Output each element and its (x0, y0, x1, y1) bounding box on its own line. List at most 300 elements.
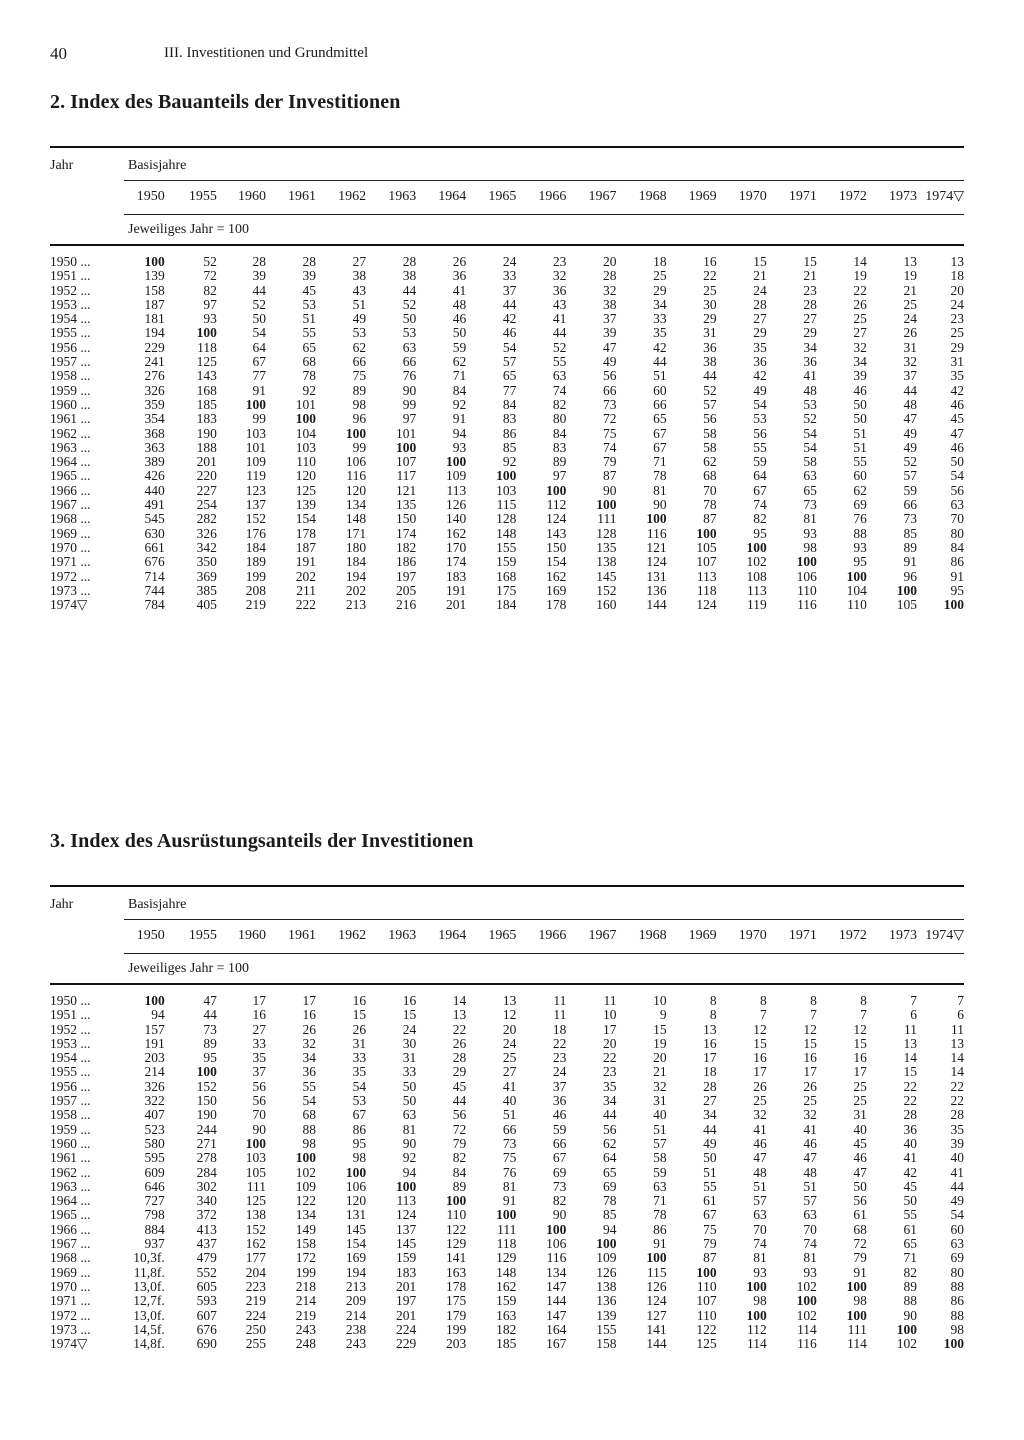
table-row (50, 1280, 964, 1294)
table-cell: 216 (395, 597, 417, 613)
table-cell: 36 (903, 1121, 917, 1137)
table-cell: 107 (696, 554, 717, 570)
table-cell: 70 (703, 482, 717, 498)
table-cell: 6 (910, 1007, 917, 1023)
table-cell: 49 (352, 311, 367, 327)
table-cell: 65 (502, 368, 517, 384)
table-cell: 27 (803, 311, 817, 327)
table-cell: 68 (853, 1221, 867, 1237)
table-cell: 84 (950, 539, 964, 555)
base-year-header: 1968 (638, 928, 667, 943)
table-cell: 36 (302, 1064, 317, 1080)
base-year-header: 1968 (638, 189, 667, 204)
table-cell: 55 (903, 1207, 917, 1223)
table-cell: 63 (552, 368, 567, 384)
table-cell: 35 (753, 339, 767, 355)
table-cell: 49 (903, 439, 917, 455)
table-cell: 59 (903, 482, 917, 498)
table-cell: 67 (252, 354, 266, 370)
table-cell: 10 (653, 993, 667, 1008)
table-cell: 17 (302, 993, 317, 1008)
table-cell: 31 (853, 1107, 867, 1123)
table-cell: 54 (352, 1078, 367, 1094)
row-year: 1974▽ (50, 1336, 88, 1352)
table-cell: 28 (252, 254, 266, 269)
table-cell: 47 (903, 411, 917, 427)
table-cell: 105 (245, 1164, 266, 1180)
row-year: 1960 ... (50, 396, 91, 412)
table-cell: 100 (196, 325, 217, 341)
table-cell: 74 (803, 1236, 817, 1252)
table-cell: 158 (144, 282, 165, 298)
table-cell: 34 (302, 1050, 317, 1066)
table-cell: 70 (753, 1221, 767, 1237)
table-cell: 45 (452, 1078, 467, 1094)
table-cell: 661 (144, 539, 165, 555)
table-cell: 13,0f. (133, 1278, 165, 1294)
table-cell: 45 (302, 282, 317, 298)
table-cell: 37 (903, 368, 917, 384)
table-cell: 52 (252, 296, 266, 312)
table-cell: 93 (853, 539, 867, 555)
table-cell: 86 (950, 1293, 964, 1309)
table-cell: 36 (753, 354, 767, 370)
table-cell: 139 (295, 497, 317, 513)
table-cell: 177 (245, 1250, 266, 1266)
table-cell: 17 (753, 1064, 767, 1080)
table-cell: 73 (803, 497, 817, 513)
data-table (50, 255, 964, 612)
table-cell: 57 (753, 1193, 767, 1209)
table-cell: 148 (496, 525, 517, 541)
table-cell: 54 (252, 325, 266, 341)
table-cell: 51 (653, 1121, 667, 1137)
table-row (50, 1323, 964, 1337)
table-cell: 113 (746, 582, 767, 598)
table-cell: 113 (446, 482, 467, 498)
table-cell: 44 (552, 325, 567, 341)
row-year: 1953 ... (50, 1035, 91, 1051)
table-cell: 58 (653, 1150, 667, 1166)
table-cell: 203 (144, 1050, 165, 1066)
table-cell: 552 (196, 1264, 217, 1280)
table-cell: 78 (703, 497, 717, 513)
table-cell: 609 (144, 1164, 165, 1180)
table-row (50, 298, 964, 312)
table-cell: 59 (753, 454, 767, 470)
table-cell: 136 (596, 1293, 617, 1309)
table-cell: 100 (345, 425, 367, 441)
table-row (50, 1223, 964, 1237)
table-cell: 111 (847, 1321, 867, 1337)
table-row (50, 498, 964, 512)
table-cell: 88 (302, 1121, 317, 1137)
table-cell: 113 (396, 1193, 417, 1209)
table-cell: 103 (245, 1150, 266, 1166)
table-cell: 73 (603, 396, 617, 412)
table-cell: 63 (950, 1236, 964, 1252)
table-cell: 17 (853, 1064, 867, 1080)
table-cell: 100 (395, 1178, 417, 1194)
table-cell: 58 (803, 454, 817, 470)
table-cell: 7 (810, 1007, 817, 1023)
table-cell: 42 (753, 368, 767, 384)
table-cell: 30 (703, 296, 717, 312)
table-cell: 52 (803, 411, 817, 427)
table-cell: 74 (552, 382, 567, 398)
table-cell: 48 (753, 1164, 767, 1180)
table-cell: 29 (753, 325, 767, 341)
table-row (50, 1266, 964, 1280)
table-cell: 36 (803, 354, 817, 370)
table-cell: 44 (203, 1007, 217, 1023)
table-cell: 13 (903, 1035, 917, 1051)
table-cell: 100 (646, 511, 667, 527)
table-cell: 884 (144, 1221, 165, 1237)
table-cell: 202 (345, 582, 367, 598)
table-cell: 19 (903, 268, 917, 284)
base-year-header: 1971 (788, 928, 817, 943)
table-cell: 69 (603, 1178, 617, 1194)
table-cell: 148 (496, 1264, 517, 1280)
row-year: 1966 ... (50, 1221, 91, 1237)
table-cell: 491 (144, 497, 165, 513)
table-cell: 79 (603, 454, 617, 470)
table-cell: 50 (452, 325, 467, 341)
table-cell: 152 (596, 582, 617, 598)
table-cell: 276 (144, 368, 165, 384)
row-year: 1955 ... (50, 1064, 91, 1080)
table-cell: 55 (853, 454, 867, 470)
table-cell: 220 (196, 468, 217, 484)
table-cell: 44 (452, 1093, 467, 1109)
table-row (50, 512, 964, 526)
table-cell: 214 (144, 1064, 165, 1080)
row-year: 1967 ... (50, 497, 91, 513)
table-cell: 85 (603, 1207, 617, 1223)
table-cell: 254 (196, 497, 217, 513)
table-cell: 22 (853, 282, 867, 298)
table-cell: 55 (302, 325, 317, 341)
row-year: 1972 ... (50, 1307, 91, 1323)
base-year-header: 1967 (588, 928, 617, 943)
table-cell: 79 (853, 1250, 867, 1266)
table-cell: 73 (502, 1135, 517, 1151)
table-cell: 100 (846, 1278, 867, 1294)
table-cell: 89 (452, 1178, 467, 1194)
table-cell: 125 (295, 482, 317, 498)
table-cell: 98 (950, 1321, 964, 1337)
table-cell: 155 (596, 1321, 617, 1337)
table-row (50, 341, 964, 355)
table-row (50, 1123, 964, 1137)
table-cell: 89 (203, 1035, 217, 1051)
table-cell: 68 (302, 354, 317, 370)
table-cell: 169 (345, 1250, 367, 1266)
table-cell: 29 (703, 311, 717, 327)
table-cell: 16 (302, 1007, 317, 1023)
table-cell: 52 (203, 254, 217, 269)
table-cell: 28 (452, 1050, 467, 1066)
table-cell: 25 (653, 268, 667, 284)
table-cell: 26 (452, 1035, 467, 1051)
table-cell: 24 (502, 254, 517, 269)
table-cell: 224 (395, 1321, 417, 1337)
table-cell: 127 (646, 1307, 667, 1323)
table-cell: 60 (950, 1221, 964, 1237)
table-cell: 35 (950, 368, 964, 384)
table-cell: 163 (446, 1264, 467, 1280)
table-cell: 24 (903, 311, 917, 327)
table-cell: 88 (950, 1307, 964, 1323)
top-rule (50, 885, 964, 887)
table-cell: 80 (552, 411, 567, 427)
table-cell: 15 (853, 1035, 867, 1051)
table-cell: 138 (596, 554, 617, 570)
base-year-header: 1966 (538, 189, 567, 204)
table-cell: 243 (295, 1321, 317, 1337)
table-cell: 85 (903, 525, 917, 541)
base-year-header: 1963 (388, 189, 417, 204)
table-cell: 124 (646, 554, 667, 570)
table-cell: 93 (203, 311, 217, 327)
table-cell: 89 (352, 382, 367, 398)
base-year-header: 1970 (738, 189, 767, 204)
base-year-header: 1969 (688, 189, 717, 204)
table-cell: 63 (803, 1207, 817, 1223)
table-cell: 12 (803, 1021, 817, 1037)
table-cell: 47 (803, 1150, 817, 1166)
table-cell: 138 (245, 1207, 266, 1223)
table-cell: 101 (295, 396, 317, 412)
table-cell: 15 (803, 1035, 817, 1051)
table-cell: 22 (950, 1093, 964, 1109)
table-cell: 28 (703, 1078, 717, 1094)
base-year-header: 1950 (136, 928, 165, 943)
table-cell: 14 (950, 1050, 964, 1066)
table-cell: 124 (696, 597, 717, 613)
table-cell: 106 (546, 1236, 567, 1252)
table-cell: 41 (452, 282, 467, 298)
table-cell: 100 (496, 468, 517, 484)
table-cell: 91 (452, 411, 467, 427)
table-cell: 54 (302, 1093, 317, 1109)
table-cell: 92 (452, 396, 467, 412)
table-row (50, 255, 964, 269)
table-cell: 116 (346, 468, 367, 484)
table-row (50, 1108, 964, 1122)
table-cell: 354 (144, 411, 165, 427)
table-cell: 100 (746, 539, 767, 555)
table-cell: 15 (402, 1007, 417, 1023)
table-cell: 81 (803, 1250, 817, 1266)
table-cell: 63 (950, 497, 964, 513)
table-cell: 22 (452, 1021, 467, 1037)
table-cell: 22 (950, 1078, 964, 1094)
table-cell: 8 (709, 1007, 717, 1023)
table-cell: 100 (846, 568, 867, 584)
table-row (50, 1094, 964, 1108)
table-cell: 100 (496, 1207, 517, 1223)
table-cell: 26 (853, 296, 867, 312)
table-cell: 144 (546, 1293, 567, 1309)
table-cell: 26 (352, 1021, 367, 1037)
group-header-basisjahre: Basisjahre (128, 897, 187, 912)
table-cell: 71 (653, 1193, 667, 1209)
table-cell: 372 (196, 1207, 217, 1223)
row-year: 1952 ... (50, 1021, 91, 1037)
table-cell: 100 (546, 482, 567, 498)
table-cell: 107 (395, 454, 417, 470)
section-title: III. Investitionen und Grundmittel (164, 45, 369, 61)
page-number: 40 (50, 44, 67, 63)
table-cell: 114 (797, 1321, 817, 1337)
table-cell: 49 (903, 425, 917, 441)
table-cell: 40 (853, 1121, 867, 1137)
table-cell: 208 (245, 582, 266, 598)
base-year-header: 1955 (188, 189, 217, 204)
table-cell: 100 (696, 1264, 717, 1280)
table-cell: 121 (395, 482, 417, 498)
table-cell: 185 (196, 396, 217, 412)
table-cell: 38 (603, 296, 617, 312)
row-year: 1951 ... (50, 268, 91, 284)
row-year: 1974▽ (50, 597, 88, 613)
table-cell: 93 (803, 525, 817, 541)
base-year-header: 1974▽ (925, 928, 964, 943)
base-year-header: 1955 (188, 928, 217, 943)
table-cell: 66 (653, 396, 667, 412)
table-cell: 389 (144, 454, 165, 470)
table-cell: 11 (553, 993, 567, 1008)
table-cell: 115 (496, 497, 517, 513)
table-cell: 187 (295, 539, 317, 555)
table-cell: 29 (803, 325, 817, 341)
table-cell: 124 (395, 1207, 417, 1223)
row-year: 1955 ... (50, 325, 91, 341)
table-cell: 44 (653, 354, 667, 370)
table-cell: 23 (950, 311, 964, 327)
table-cell: 37 (603, 311, 617, 327)
table-cell: 61 (703, 1193, 717, 1209)
table-cell: 107 (696, 1293, 717, 1309)
table-cell: 67 (352, 1107, 367, 1123)
table-cell: 189 (245, 554, 266, 570)
table-cell: 35 (352, 1064, 367, 1080)
table-cell: 302 (196, 1178, 217, 1194)
table-cell: 16 (803, 1050, 817, 1066)
table-cell: 47 (603, 339, 617, 355)
table-cell: 203 (446, 1336, 467, 1352)
body-rule (50, 983, 964, 985)
table-cell: 28 (903, 1107, 917, 1123)
table-cell: 126 (596, 1264, 617, 1280)
table-cell: 13,0f. (133, 1307, 165, 1323)
table-cell: 100 (796, 1293, 817, 1309)
table-cell: 67 (653, 425, 667, 441)
table-cell: 124 (546, 511, 567, 527)
table-row (50, 369, 964, 383)
row-year: 1965 ... (50, 468, 91, 484)
table-cell: 50 (853, 411, 867, 427)
table-cell: 79 (452, 1135, 467, 1151)
table-cell: 48 (452, 296, 467, 312)
table-cell: 28 (950, 1107, 964, 1123)
table-cell: 185 (496, 1336, 517, 1352)
table-cell: 90 (402, 1135, 417, 1151)
row-year: 1973 ... (50, 582, 91, 598)
table-cell: 51 (703, 1164, 717, 1180)
table-cell: 43 (552, 296, 567, 312)
table-cell: 798 (144, 1207, 165, 1223)
table-cell: 13 (502, 993, 517, 1008)
header-rule (124, 180, 964, 181)
table-cell: 194 (345, 1264, 367, 1280)
table-cell: 83 (502, 411, 517, 427)
table-cell: 128 (496, 511, 517, 527)
table-cell: 97 (402, 411, 417, 427)
table-cell: 144 (646, 1336, 667, 1352)
table-cell: 102 (295, 1164, 317, 1180)
table-cell: 10 (603, 1007, 617, 1023)
table-cell: 137 (245, 497, 266, 513)
table-cell: 92 (502, 454, 517, 470)
table-cell: 50 (853, 1178, 867, 1194)
table-cell: 118 (696, 582, 717, 598)
table-cell: 47 (753, 1150, 767, 1166)
table-cell: 98 (352, 1150, 367, 1166)
base-year-header: 1972 (838, 928, 867, 943)
table-cell: 98 (853, 1293, 867, 1309)
table-cell: 82 (203, 282, 217, 298)
table-cell: 690 (196, 1336, 217, 1352)
table-cell: 21 (753, 268, 767, 284)
table-cell: 16 (352, 993, 367, 1008)
table-cell: 50 (853, 396, 867, 412)
table-cell: 32 (803, 1107, 817, 1123)
table-cell: 55 (753, 439, 767, 455)
table-cell: 727 (144, 1193, 165, 1209)
table-cell: 479 (196, 1250, 217, 1266)
table-cell: 45 (853, 1135, 867, 1151)
table-cell: 22 (603, 1050, 617, 1066)
table-cell: 199 (295, 1264, 317, 1280)
table-cell: 100 (395, 439, 417, 455)
base-year-header: 1962 (338, 189, 367, 204)
table-cell: 14 (903, 1050, 917, 1066)
table-cell: 15 (753, 1035, 767, 1051)
table-cell: 38 (703, 354, 717, 370)
table-cell: 126 (646, 1278, 667, 1294)
table-cell: 46 (502, 325, 517, 341)
table-cell: 14,8f. (133, 1336, 165, 1352)
table-cell: 65 (603, 1164, 617, 1180)
table-cell: 145 (345, 1221, 367, 1237)
table-cell: 63 (753, 1207, 767, 1223)
table-cell: 20 (502, 1021, 517, 1037)
base-year-header: 1965 (488, 928, 517, 943)
table-cell: 117 (396, 468, 417, 484)
table-cell: 58 (703, 439, 717, 455)
table-row (50, 484, 964, 498)
table-cell: 25 (853, 311, 867, 327)
table-cell: 201 (446, 597, 467, 613)
table-cell: 131 (646, 568, 667, 584)
table-cell: 199 (446, 1321, 467, 1337)
table-cell: 211 (296, 582, 317, 598)
table-cell: 33 (352, 1050, 367, 1066)
table-cell: 75 (703, 1221, 717, 1237)
